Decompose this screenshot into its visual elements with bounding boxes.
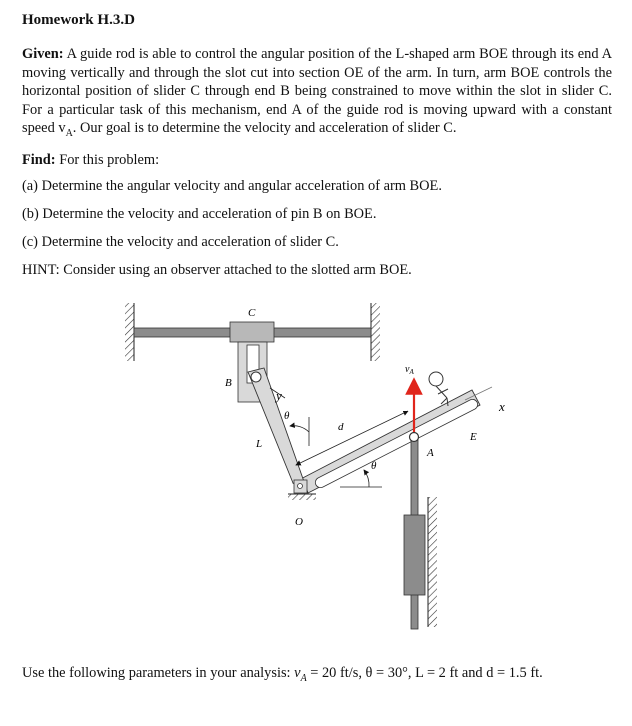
given-sub: A — [65, 127, 73, 139]
theta-arc-lower — [364, 470, 369, 487]
label-theta-upper: θ — [284, 410, 290, 422]
given-tail: . Our goal is to determine the velocity and acceleration of slider C. — [72, 120, 457, 136]
find-text: For this problem: — [55, 152, 160, 168]
observer-head — [429, 372, 443, 386]
find-item-b: (b) Determine the velocity and acceleration of pin B on BOE. — [22, 206, 377, 222]
find-item-a: (a) Determine the angular velocity and angular acceleration of arm BOE. — [22, 178, 442, 194]
given-text: A guide rod is able to control the angular position of the L-shaped arm BOE through its end A moving vertically and through the slot cut into section OE of the arm. In turn, arm BOE controls the horizontal position of slider C through end B being constrained to move within the slot in slider C. For a particular task of this mechanism, end A of the guide rod is moving upward with a constant speed v — [22, 46, 612, 136]
label-l: L — [256, 438, 263, 450]
parameters-line — [22, 665, 543, 684]
pivot-o-pin — [298, 484, 303, 489]
vertical-sleeve — [404, 515, 425, 595]
label-a: A — [427, 447, 434, 459]
mechanism-diagram — [0, 295, 632, 645]
label-c: C — [248, 307, 256, 319]
label-b: B — [225, 377, 232, 389]
label-d: d — [338, 421, 344, 433]
label-x: x — [499, 399, 505, 414]
label-e: E — [470, 431, 477, 443]
label-o: O — [295, 516, 303, 528]
page-title: Homework H.3.D — [22, 12, 135, 28]
given-label: Given: — [22, 46, 64, 62]
left-wall-hatch — [125, 303, 134, 361]
label-y: y — [276, 388, 282, 403]
pin-b — [251, 372, 261, 382]
label-theta-lower: θ — [371, 460, 377, 472]
hint-text: HINT: Consider using an observer attached to the slotted arm BOE. — [22, 262, 412, 278]
params-v: v — [294, 665, 301, 681]
theta-arc-upper — [290, 426, 309, 432]
given-paragraph — [22, 45, 612, 143]
ground-hatch-o — [288, 494, 316, 500]
find-label: Find: — [22, 152, 56, 168]
pin-a — [410, 433, 419, 442]
find-line — [22, 152, 159, 169]
mechanism-svg — [0, 295, 632, 645]
label-va-v: v — [405, 364, 410, 375]
params-rest: = 20 ft/s, θ = 30°, L = 2 ft and d = 1.5 ft. — [306, 665, 543, 681]
find-item-c: (c) Determine the velocity and acceleration of slider C. — [22, 234, 339, 250]
label-va — [405, 364, 414, 376]
slider-c-top — [230, 322, 274, 342]
vertical-wall-hatch — [428, 497, 437, 627]
arm-ob — [248, 368, 308, 493]
params-pre: Use the following parameters in your analysis: — [22, 665, 295, 681]
params-vsub: A — [300, 672, 307, 684]
label-va-sub: A — [409, 368, 414, 376]
right-wall-hatch — [371, 303, 380, 361]
